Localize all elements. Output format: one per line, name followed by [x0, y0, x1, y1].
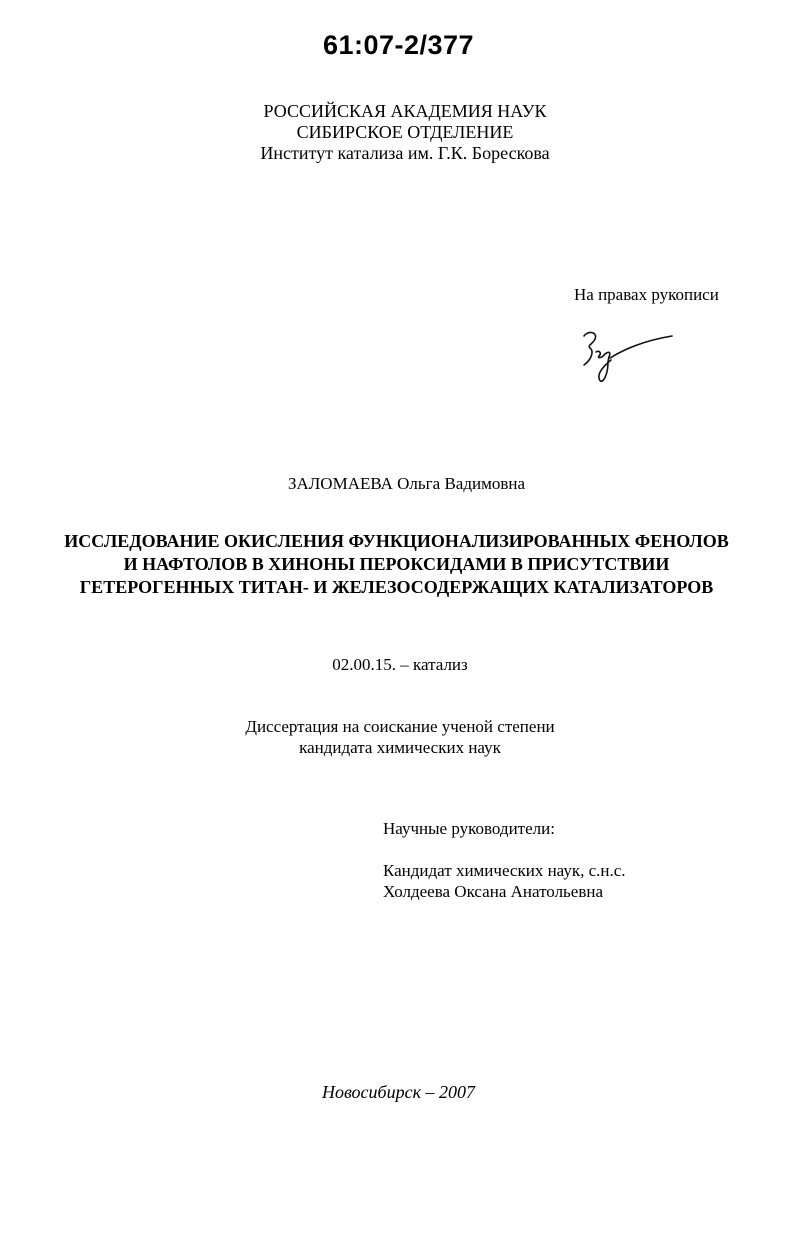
catalog-code: 61:07-2/377: [322, 30, 475, 60]
organization-block: [0, 101, 797, 164]
manuscript-note: На правах рукописи: [574, 285, 719, 304]
specialty-code: 02.00.15. – катализ: [332, 655, 468, 674]
degree-line-2: кандидата химических наук: [299, 738, 501, 757]
signature-icon: [578, 322, 678, 388]
title-line-3: ГЕТЕРОГЕННЫХ ТИТАН- И ЖЕЛЕЗОСОДЕРЖАЩИХ КАТАЛИЗАТОРОВ: [79, 577, 714, 597]
organization-institute: Институт катализа им. Г.К. Борескова: [260, 143, 550, 163]
supervisor-entry: [383, 860, 626, 902]
place-and-year: Новосибирск – 2007: [321, 1082, 476, 1102]
supervisor-credentials: Кандидат химических наук, с.н.с.: [383, 861, 626, 880]
degree-statement: [0, 716, 797, 758]
title-line-2: И НАФТОЛОВ В ХИНОНЫ ПЕРОКСИДАМИ В ПРИСУТСТВИИ: [123, 554, 670, 574]
supervisors-heading: Научные руководители:: [383, 819, 555, 838]
dissertation-title: [0, 530, 793, 599]
degree-line-1: Диссертация на соискание ученой степени: [245, 717, 555, 736]
organization-branch: СИБИРСКОЕ ОТДЕЛЕНИЕ: [296, 122, 514, 142]
organization-academy: РОССИЙСКАЯ АКАДЕМИЯ НАУК: [263, 101, 547, 121]
supervisor-name: Холдеева Оксана Анатольевна: [383, 882, 604, 901]
author-name: ЗАЛОМАЕВА Ольга Вадимовна: [287, 474, 525, 493]
title-line-1: ИССЛЕДОВАНИЕ ОКИСЛЕНИЯ ФУНКЦИОНАЛИЗИРОВАННЫХ ФЕНОЛОВ: [64, 531, 729, 551]
